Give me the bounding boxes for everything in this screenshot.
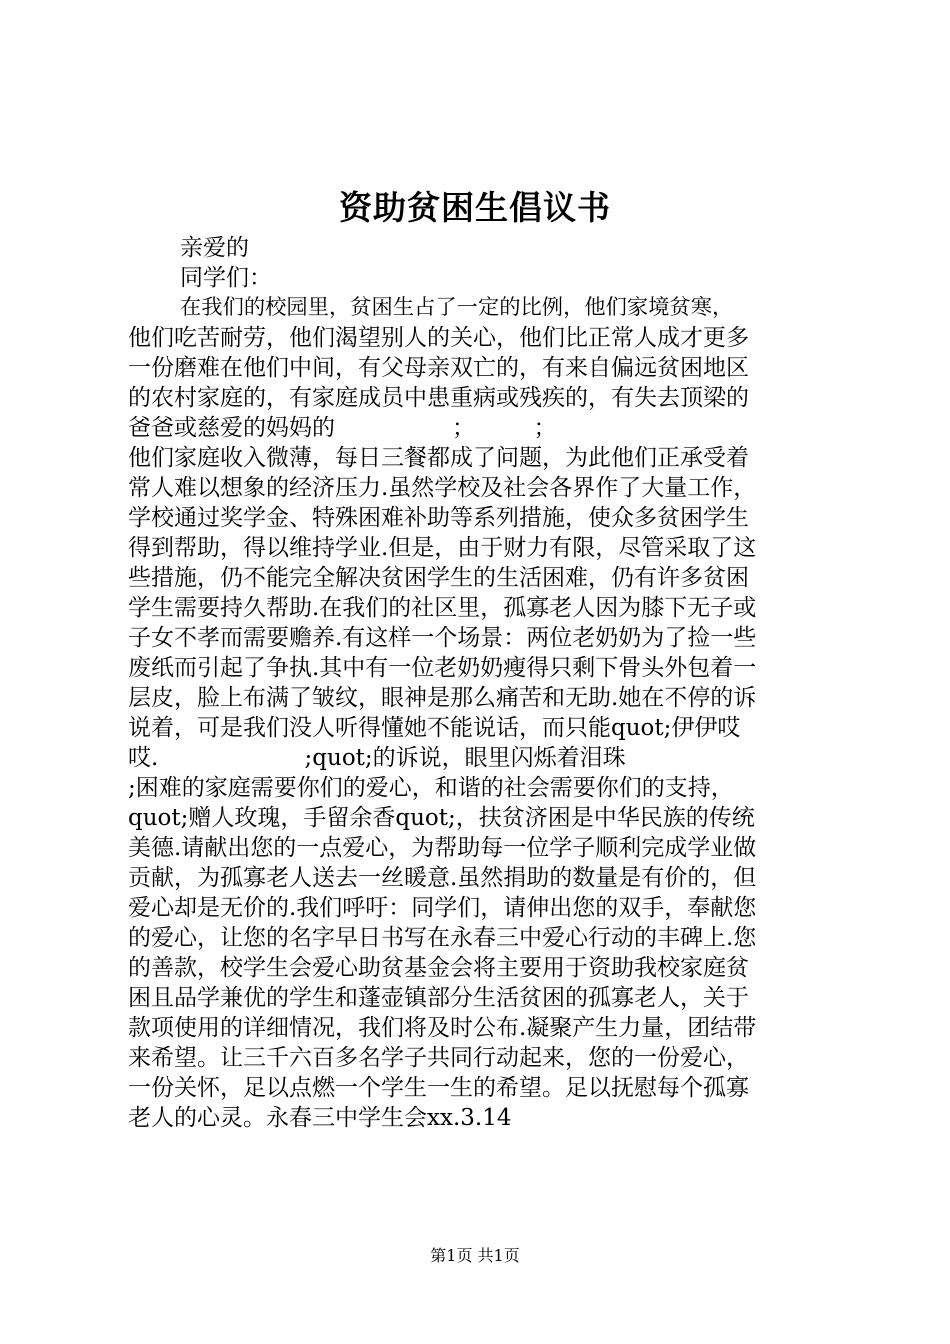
paragraph-line: 常人难以想象的经济压力.虽然学校及社会各界作了大量工作， bbox=[128, 475, 757, 501]
document-body bbox=[128, 233, 830, 1133]
paragraph-line: 他们家庭收入微薄，每日三餐都成了问题，为此他们正承受着 bbox=[128, 445, 749, 471]
paragraph-line: 一份关怀，足以点燃一个学生一生的希望。足以抚慰每个孤寡 bbox=[128, 1075, 749, 1101]
paragraph-line: 的善款，校学生会爱心助贫基金会将主要用于资助我校家庭贫 bbox=[128, 955, 749, 981]
paragraph-line: 的农村家庭的，有家庭成员中患重病或残疾的，有失去顶梁的 bbox=[128, 385, 749, 411]
paragraph-line: 层皮，脸上布满了皱纹，眼神是那么痛苦和无助.她在不停的诉 bbox=[128, 685, 757, 711]
paragraph-line: 困且品学兼优的学生和蓬壶镇部分生活贫困的孤寡老人，关于 bbox=[128, 985, 749, 1011]
paragraph-line: 贡献，为孤寡老人送去一丝暖意.虽然捐助的数量是有价的，但 bbox=[128, 865, 757, 891]
paragraph-line: quot;赠人玫瑰，手留余香quot;，扶贫济困是中华民族的传统 bbox=[128, 805, 755, 831]
paragraph-line: 废纸而引起了争执.其中有一位老奶奶瘦得只剩下骨头外包着一 bbox=[128, 655, 757, 681]
paragraph-line: 老人的心灵。永春三中学生会xx.3.14 bbox=[128, 1105, 512, 1131]
paragraph-line: 在我们的校园里，贫困生占了一定的比例，他们家境贫寒， bbox=[180, 295, 734, 320]
paragraph-line: 款项使用的详细情况，我们将及时公布.凝聚产生力量，团结带 bbox=[128, 1015, 757, 1041]
paragraph-line: 他们吃苦耐劳，他们渴望别人的关心，他们比正常人成才更多 bbox=[128, 325, 749, 351]
paragraph-line: 说着，可是我们没人听得懂她不能说话，而只能quot;伊伊哎 bbox=[128, 715, 741, 741]
paragraph-line: 美德.请献出您的一点爱心，为帮助每一位学子顺利完成学业做 bbox=[128, 835, 757, 861]
salutation-line-1: 亲爱的 bbox=[180, 235, 249, 261]
document-title: 资助贫困生倡议书 bbox=[339, 188, 611, 227]
body-paragraph bbox=[128, 293, 830, 1133]
paragraph-line: 得到帮助，得以维持学业.但是，由于财力有限，尽管采取了这 bbox=[128, 535, 757, 561]
paragraph-line: 来希望。让三千六百多名学子共同行动起来，您的一份爱心， bbox=[128, 1045, 749, 1071]
paragraph-line: ;困难的家庭需要你们的爱心，和谐的社会需要你们的支持， bbox=[128, 775, 734, 801]
page-footer: 第1页 共1页 bbox=[430, 1246, 520, 1265]
paragraph-line: 些措施，仍不能完全解决贫困学生的生活困难，仍有许多贫困 bbox=[128, 565, 749, 591]
paragraph-line: 爱心却是无价的.我们呼吁：同学们，请伸出您的双手，奉献您 bbox=[128, 895, 757, 921]
paragraph-line: 学校通过奖学金、特殊困难补助等系列措施，使众多贫困学生 bbox=[128, 505, 749, 531]
paragraph-line: 哎. ;quot;的诉说，眼里闪烁着泪珠 bbox=[128, 745, 626, 771]
paragraph-line: 一份磨难在他们中间，有父母亲双亡的，有来自偏远贫困地区 bbox=[128, 355, 749, 381]
paragraph-line: 爸爸或慈爱的妈妈的 ； ； bbox=[128, 415, 557, 441]
paragraph-line: 子女不孝而需要赡养.有这样一个场景：两位老奶奶为了捡一些 bbox=[128, 625, 757, 651]
paragraph-line: 的爱心，让您的名字早日书写在永春三中爱心行动的丰碑上.您 bbox=[128, 925, 757, 951]
salutation-line-2: 同学们： bbox=[180, 265, 272, 291]
paragraph-line: 学生需要持久帮助.在我们的社区里，孤寡老人因为膝下无子或 bbox=[128, 595, 757, 621]
